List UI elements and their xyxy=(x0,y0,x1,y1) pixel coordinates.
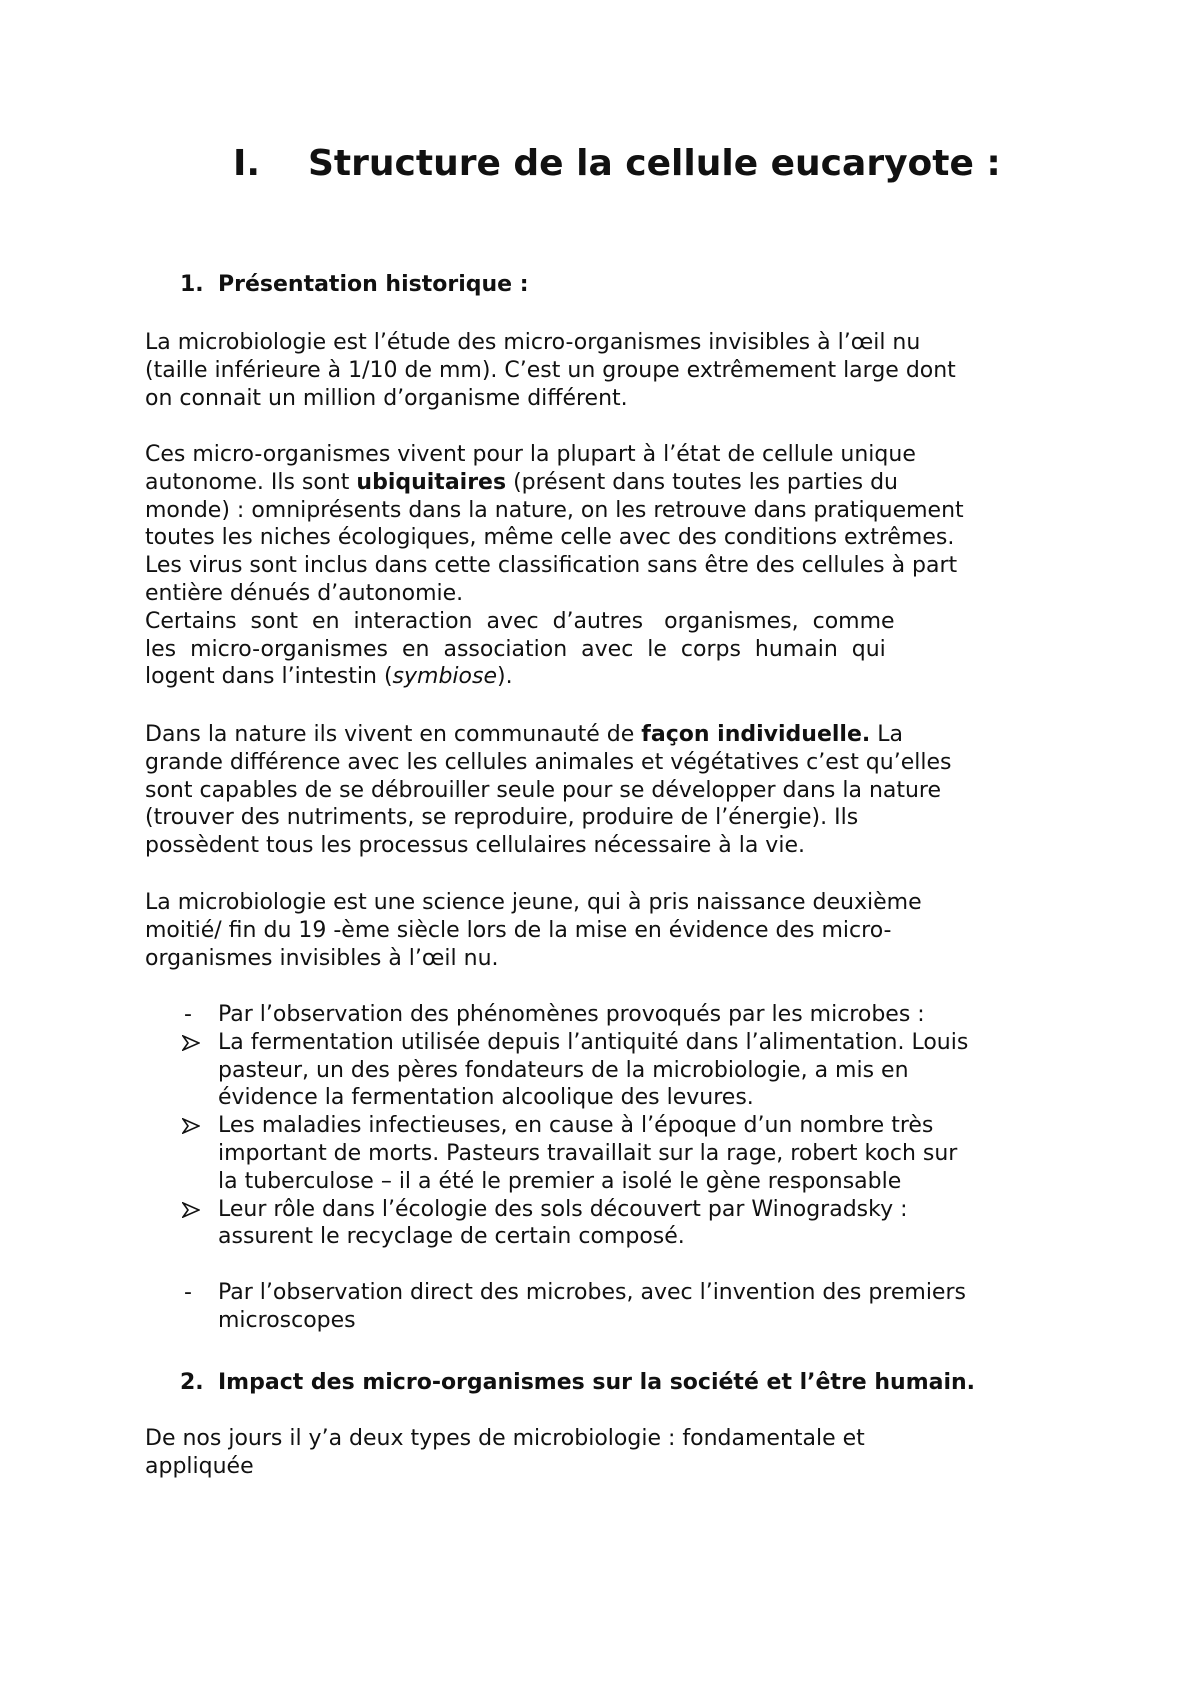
text-line: microscopes xyxy=(218,1307,356,1333)
text-line: appliquée xyxy=(145,1453,254,1479)
text-line: Ces micro-organismes vivent pour la plupart à l’état de cellule unique xyxy=(145,442,916,467)
text-line: Leur rôle dans l’écologie des sols découvert par Winogradsky : xyxy=(218,1196,908,1222)
list-item xyxy=(180,1112,1080,1195)
paragraph-intro xyxy=(145,329,1065,412)
list-item xyxy=(180,1001,1080,1029)
text-run: (présent dans toutes les parties du xyxy=(506,469,898,495)
text-line: La microbiologie est une science jeune, qui à pris naissance deuxième xyxy=(145,890,922,915)
text-line: organismes invisibles à l’œil nu. xyxy=(145,945,499,971)
text-line: (taille inférieure à 1/10 de mm). C’est un groupe extrêmement large dont xyxy=(145,357,956,383)
text-line: monde) : omniprésents dans la nature, on les retrouve dans pratiquement xyxy=(145,497,964,523)
text-line xyxy=(145,663,1065,691)
text-line: Les maladies infectieuses, en cause à l’époque d’un nombre très xyxy=(218,1113,934,1139)
text-line: Par l’observation direct des microbes, avec l’invention des premiers xyxy=(218,1280,966,1306)
section-heading-2 xyxy=(180,1369,975,1397)
text-line: entière dénués d’autonomie. xyxy=(145,580,464,606)
paragraph-ubiquity xyxy=(145,441,1065,691)
paragraph-individual xyxy=(145,721,1065,860)
list-item xyxy=(180,1196,1080,1252)
list-item xyxy=(180,1279,1080,1335)
paragraph-types xyxy=(145,1425,1065,1481)
title-number: I. xyxy=(233,143,261,184)
text-run: Dans la nature ils vivent en communauté de xyxy=(145,722,642,747)
text-run: La xyxy=(870,722,903,747)
paragraph-history xyxy=(145,889,1065,972)
section-heading-text: Présentation historique : xyxy=(218,272,529,297)
text-line: La microbiologie est l’étude des micro-organismes invisibles à l’œil nu xyxy=(145,330,921,355)
text-line xyxy=(145,469,1065,497)
text-line: la tuberculose – il a été le premier a isolé le gène responsable xyxy=(218,1168,902,1194)
text-line: La fermentation utilisée depuis l’antiquité dans l’alimentation. Louis xyxy=(218,1029,969,1055)
text-line xyxy=(145,721,1065,749)
list-item xyxy=(180,1029,1080,1112)
text-run: ). xyxy=(496,664,513,690)
section-heading-text: Impact des micro-organismes sur la société et l’être humain. xyxy=(218,1370,976,1395)
section-number: 1. xyxy=(180,272,204,297)
dash-bullet: - xyxy=(184,1002,192,1027)
text-line: Par l’observation des phénomènes provoqués par les microbes : xyxy=(218,1002,925,1027)
text-line: toutes les niches écologiques, même celle avec des conditions extrêmes. xyxy=(145,525,955,551)
section-number: 2. xyxy=(180,1370,204,1395)
text-line: Certains sont en interaction avec d’autres organismes, comme xyxy=(145,608,895,634)
text-line: important de morts. Pasteurs travaillait sur la rage, robert koch sur xyxy=(218,1140,958,1166)
text-line: (trouver des nutriments, se reproduire, produire de l’énergie). Ils xyxy=(145,805,859,831)
italic-term: symbiose xyxy=(392,664,497,690)
text-line: on connait un million d’organisme différent. xyxy=(145,385,628,411)
section-heading-1 xyxy=(180,271,529,299)
text-run: autonome. Ils sont xyxy=(145,469,357,495)
bullet-list xyxy=(180,1001,1080,1335)
text-line: Les virus sont inclus dans cette classification sans être des cellules à part xyxy=(145,553,958,579)
title-text: Structure de la cellule eucaryote : xyxy=(308,143,1001,184)
text-line: assurent le recyclage de certain composé. xyxy=(218,1224,685,1250)
text-line: sont capables de se débrouiller seule pour se développer dans la nature xyxy=(145,777,942,803)
text-line: les micro-organismes en association avec le corps humain qui xyxy=(145,636,886,662)
list-spacer xyxy=(180,1251,1080,1279)
text-line: grande différence avec les cellules animales et végétatives c’est qu’elles xyxy=(145,749,952,775)
bold-term: façon individuelle. xyxy=(641,722,871,747)
text-line: De nos jours il y’a deux types de microbiologie : fondamentale et xyxy=(145,1426,865,1451)
bold-term: ubiquitaires xyxy=(356,469,507,495)
text-line: moitié/ fin du 19 -ème siècle lors de la mise en évidence des micro- xyxy=(145,917,892,943)
text-line: pasteur, un des pères fondateurs de la microbiologie, a mis en xyxy=(218,1057,909,1083)
page-title xyxy=(233,142,1001,186)
text-run: logent dans l’intestin ( xyxy=(145,664,393,690)
text-line: possèdent tous les processus cellulaires nécessaire à la vie. xyxy=(145,833,805,859)
text-line: évidence la fermentation alcoolique des levures. xyxy=(218,1085,754,1111)
dash-bullet: - xyxy=(184,1280,192,1306)
